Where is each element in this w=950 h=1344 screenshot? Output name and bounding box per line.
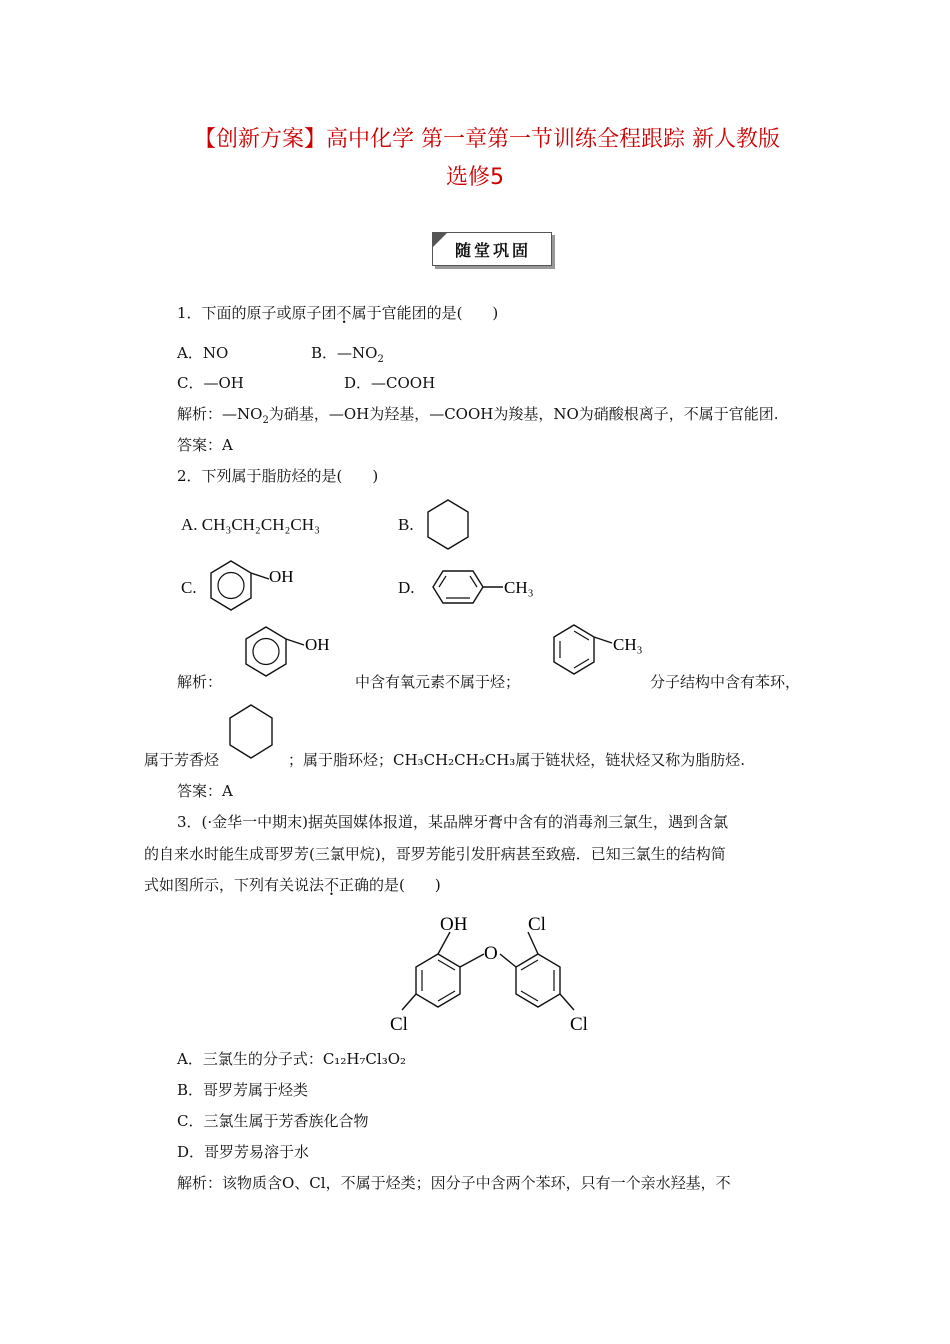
analysis-cyclohexane-structure [226, 702, 278, 764]
q2-answer: 答案：A [177, 782, 233, 800]
analysis-phenol-structure [240, 624, 340, 684]
q2-option-c-label: C. [181, 578, 197, 597]
triclosan-o-label: O [484, 943, 498, 964]
q1-analysis-part1: 解析：—NO [177, 405, 263, 423]
q3-stem-line1: 3．(·金华一中期末)据英国媒体报道，某品牌牙膏中含有的消毒剂三氯生，遇到含氯 [177, 813, 729, 831]
phenol-oh-label: OH [269, 567, 294, 586]
q1-stem-emphasis: 不 [336, 304, 352, 322]
q3-stem-line3-part1: 式如图所示，下列有关说法 [144, 876, 325, 894]
q1-option-c: C．—OH [177, 374, 244, 392]
q3-stem-line3-part2: 正确的是( ) [339, 876, 441, 894]
triclosan-cl-top-label: Cl [528, 914, 546, 935]
q1-option-a: A．NO [177, 344, 229, 362]
q3-option-c: C．三氯生属于芳香族化合物 [177, 1112, 369, 1130]
q1-option-d: D．—COOH [344, 374, 436, 392]
q3-option-b: B．哥罗芳属于烃类 [177, 1081, 309, 1099]
toluene-structure [425, 568, 545, 608]
toluene-ch3-label: CH₃ [504, 578, 534, 597]
q2-analysis-mid1: 中含有氧元素不属于烃； [355, 673, 521, 691]
q2-option-a: A. CH₃CH₂CH₂CH₃ [181, 515, 320, 534]
q3-option-d: D．哥罗芳易溶于水 [177, 1143, 310, 1161]
triclosan-cl-bottom-label: Cl [570, 1014, 588, 1035]
phenol-structure [205, 558, 305, 618]
q2-analysis-prefix: 解析： [177, 673, 223, 691]
q1-stem [177, 302, 498, 323]
q1-stem-part1: 1．下面的原子或原子团 [177, 304, 337, 322]
q1-analysis-part2: 为硝基，—OH为羟基，—COOH为羧基，NO为硝酸根离子，不属于官能团. [268, 405, 779, 423]
q3-stem-line3 [144, 874, 441, 895]
analysis-phenol-oh-label: OH [305, 635, 330, 654]
document-title-line1: 【创新方案】高中化学 第一章第一节训练全程跟踪 新人教版 [194, 127, 780, 152]
q1-answer: 答案：A [177, 436, 233, 454]
q1-option-b [311, 342, 384, 365]
q1-option-b-sub: 2 [377, 354, 384, 365]
q3-analysis: 解析：该物质含O、Cl，不属于烃类；因分子中含两个苯环，只有一个亲水羟基，不 [177, 1174, 731, 1192]
analysis-toluene-structure [548, 622, 658, 682]
q1-option-b-text: B．—NO [311, 344, 378, 362]
q2-analysis-line2-b: ；属于脂环烃；CH₃CH₂CH₂CH₃属于链状烃，链状烃又称为脂肪烃. [288, 751, 746, 769]
triclosan-cl-left-label: Cl [390, 1014, 408, 1035]
q2-option-b-label: B. [398, 515, 414, 534]
q1-analysis [177, 403, 779, 426]
q1-analysis-sub: 2 [262, 415, 269, 426]
section-banner [432, 232, 552, 266]
banner-label: 随堂巩固 [455, 241, 532, 260]
q2-option-d-label: D. [398, 578, 415, 597]
q3-option-a: A．三氯生的分子式：C₁₂H₇Cl₃O₂ [177, 1050, 407, 1068]
q3-stem-emphasis: 不 [324, 876, 340, 894]
triclosan-structure [388, 910, 608, 1036]
document-title-line2: 选修5 [446, 165, 504, 190]
triclosan-oh-label: OH [440, 914, 468, 935]
q1-stem-part2: 属于官能团的是( ) [351, 304, 499, 322]
cyclohexane-structure [424, 497, 472, 553]
q2-analysis-line2-a: 属于芳香烃 [144, 751, 220, 769]
q2-stem: 2．下列属于脂肪烃的是( ) [177, 467, 379, 485]
q3-stem-line2: 的自来水时能生成哥罗芳(三氯甲烷)，哥罗芳能引发肝病甚至致癌．已知三氯生的结构简 [144, 845, 726, 863]
q2-analysis-mid2: 分子结构中含有苯环， [650, 673, 801, 691]
banner-corner-mark [433, 233, 447, 247]
analysis-toluene-ch3-label: CH₃ [613, 635, 643, 654]
